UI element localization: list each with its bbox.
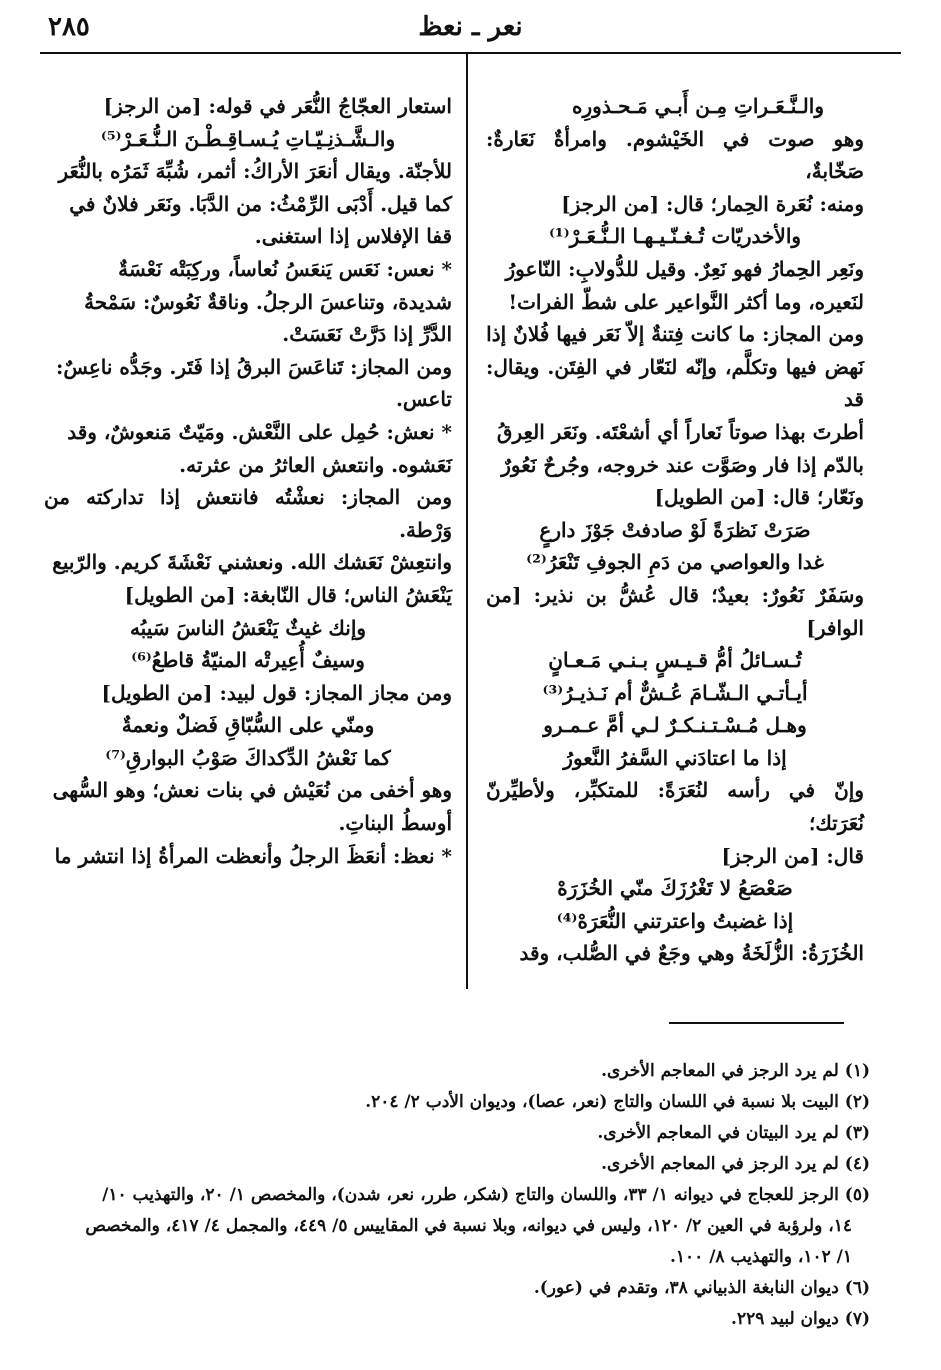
text-line: ومنه: نُعَرة الحِمار؛ قال: [من الرجز] [561,191,864,216]
page-header [40,8,901,48]
verse-line: صَرَتْ نَظرَةً لَوْ صادفتْ جَوْزَ دارعٍ [539,517,811,542]
footnote: (٥) الرجز للعجاج في ديوانه ١/ ٣٣، واللسان والتاج (شكر، طرر، نعر، شدن)، والمخصص ١/ ٢٠، والتهذيب ١٠/ [102,1185,870,1205]
footnote-separator [669,1022,844,1024]
text-line: بالدّم إذا فار وصَوَّت عند خروجه، وجُرحٌ نَعُورٌ [501,452,864,477]
text-line: كما قيل. أَدْبَى الرِّمْثُ: من الدَّبَا. ونَعَر فلانٌ في [69,191,452,216]
text-line: ومن مجاز المجاز: قول لبيد: [من الطويل] [101,680,452,705]
text-line: لنَعيره، وما أكثر النَّواعير على شطّ الفرات! [508,289,864,314]
verse-line: تُـسـائلُ أمُّ قـيـسٍ بـنـي مَـعـانٍ [548,648,802,673]
text-line: وإنّ في رأسه لنُعَرَةً: للمتكبِّر، ولأطيِّرنّ نُعَرَتك؛ [486,778,864,836]
verse-line: أيـأتـي الـشّـامَ عُـشٌّ أم نَـذيـرُ⁽³⁾ [542,680,808,705]
footnote: (٢) البيت بلا نسبة في اللسان والتاج (نعر، عصا)، وديوان الأدب ٢/ ٢٠٤. [365,1092,870,1112]
footnote-continuation: ١/ ١٠٢، والتهذيب ٨/ ١٠٠. [669,1247,852,1267]
text-line: نَعَشوه. وانتعش العاثرُ من عثرته. [179,452,452,477]
footnote: (٣) لم يرد البيتان في المعاجم الأخرى. [597,1123,870,1143]
verse-line: والـشَّـذنِـيّـاتِ يُـسـاقِـطْـنَ الـنُّـعَـرْ⁽⁵⁾ [100,126,396,151]
text-line: وسَفَرٌ نَعُورٌ: بعيدٌ؛ قال عُشُّ بن نذير: [من الوافر] [486,582,864,640]
text-line: ونَعِر الحِمارُ فهو نَعِرٌ. وقيل للدُّولابِ: النّاعورُ [505,256,864,281]
text-line: أوسطُ البناتِ. [338,811,452,836]
text-line: ومن المجاز: تَناعَسَ البرقُ إذا فَتَر. وجَدُّه ناعِسٌ: [55,354,452,379]
text-line: نَهض فيها وتكلَّم، وإنّه لنَعّار في الفِتَن. ويقال: قد [486,354,864,412]
verse-line: صَعْصَعُ لا تَغْرُزَكَ منّي الخُزَرَهْ [557,876,793,901]
verse-line: إذا ما اعتادَني السَّفرُ النَّعورُ [563,745,787,770]
text-line: أطرتَ بهذا صوتاً نَعاراً أي أشعْتَه. ونَعَر العِرقُ [496,419,864,444]
text-line: قال: [من الرجز] [721,843,864,868]
text-line: استعار العجّاجُ النُّعَر في قوله: [من الرجز] [103,94,452,118]
text-line: الدَّرِّ إذا دَرَّتْ نَعَسَتْ. [282,322,452,347]
entry-nas: * نعس: نَعَس يَنعَسُ نُعاساً، وركِبَتْه نَعْسَةٌ [118,256,452,281]
footnote: (٤) لم يرد الرجز في المعاجم الأخرى. [601,1154,870,1174]
text-line: ومن المجاز: ما كانت فِتنةٌ إلاّ نَعَر فيها فُلانٌ إذا [486,322,864,347]
entry-naz: * نعظ: أنعَظَ الرجلُ وأنعظت المرأةُ إذا انتشر ما [54,843,452,868]
verse-line: والـنَّـعَـراتِ مِـن أَبـي مَـحـذورِه [572,94,824,118]
verse-line: ومنّي على السُّبّاقِ فَضلٌ ونعمةٌ [121,713,375,738]
text-line: يَنْعَشُ الناس؛ قال النّابغة: [من الطويل] [124,582,452,607]
right-column [486,90,864,970]
left-column [44,90,452,872]
verse-line: وإنك غيثٌ يَنْعَشُ الناسَ سَيبُه [129,615,367,640]
verse-line: غدا والعواصي من دَمِ الجوفِ تَنْعَرُ⁽²⁾ [526,550,824,575]
footnote: (٦) ديوان النابغة الذبياني ٣٨، وتقدم في (عور). [533,1278,870,1298]
verse-line: إذا غضبتُ واعترتني النُّعَرَهْ⁽⁴⁾ [556,908,794,933]
page-number: ٢٨٥ [48,12,90,42]
footnote-continuation: ١٤، ولرؤبة في العين ٢/ ١٢٠، وليس في ديوانه، وبلا نسبة في المقاييس ٥/ ٤٤٩، والمجمل ٤/ ٤١٧، والمخصص [85,1216,852,1236]
text-line: الخُزَرَةُ: الزُّلَخَةُ وهي وجَعٌ في الصُّلب، وقد [519,941,864,966]
text-line: شديدة، وتناعسَ الرجلُ. وناقةٌ نَعُوسٌ: سَمْحةُ [84,289,452,314]
text-line: ومن المجاز: نعشْتُه فانتعش إذا تداركته من وَرْطة. [44,485,452,542]
footnote: (١) لم يرد الرجز في المعاجم الأخرى. [601,1061,870,1081]
footnotes [50,1056,870,1335]
text-line: تاعس. [395,387,452,412]
verse-line: والأخدريّات تُـغـنّـيـهـا الـنُّـعَـرْ⁽¹⁾ [548,224,802,249]
verse-line: كما نَعْشُ الدِّكداكَ صَوْبُ البوارقِ⁽⁷⁾ [105,745,391,770]
text-line: وهو صوت في الخَيْشوم. وامرأةٌ نَعَارةٌ: صَخّابةٌ، [486,126,864,184]
text-line: للأجنّة. ويقال أنعَرَ الأراكُ: أثمر، شُبِّهَ ثَمَرُه بالنُّعَر [58,159,452,184]
header-rule [40,52,901,54]
text-line: ونَعّار؛ قال: [من الطويل] [654,485,864,510]
footnote: (٧) ديوان لبيد ٢٢٩. [731,1309,870,1329]
text-line: وهو أخفى من نُعَيْش في بنات نعش؛ وهو السُّهى [52,778,452,803]
verse-line: وهـل مُـسْـتـنـكـرٌ لـي أمَّ عـمـرو [543,713,807,738]
text-line: وانتعِشْ نَعَشك الله. ونعشني نَعْشَةَ كريم. والرّبيع [52,550,452,575]
running-head: نعر ـ نعظ [418,12,523,42]
verse-line: وسيفٌ أُعِيرتْه المنيّةُ قاطعُ⁽⁶⁾ [131,648,365,673]
column-divider [466,54,468,989]
text-line: قفا الإفلاس إذا استغنى. [254,224,452,249]
entry-nash: * نعش: حُمِل على النَّعْش. ومَيّتٌ مَنعوشٌ، وقد [67,419,452,444]
